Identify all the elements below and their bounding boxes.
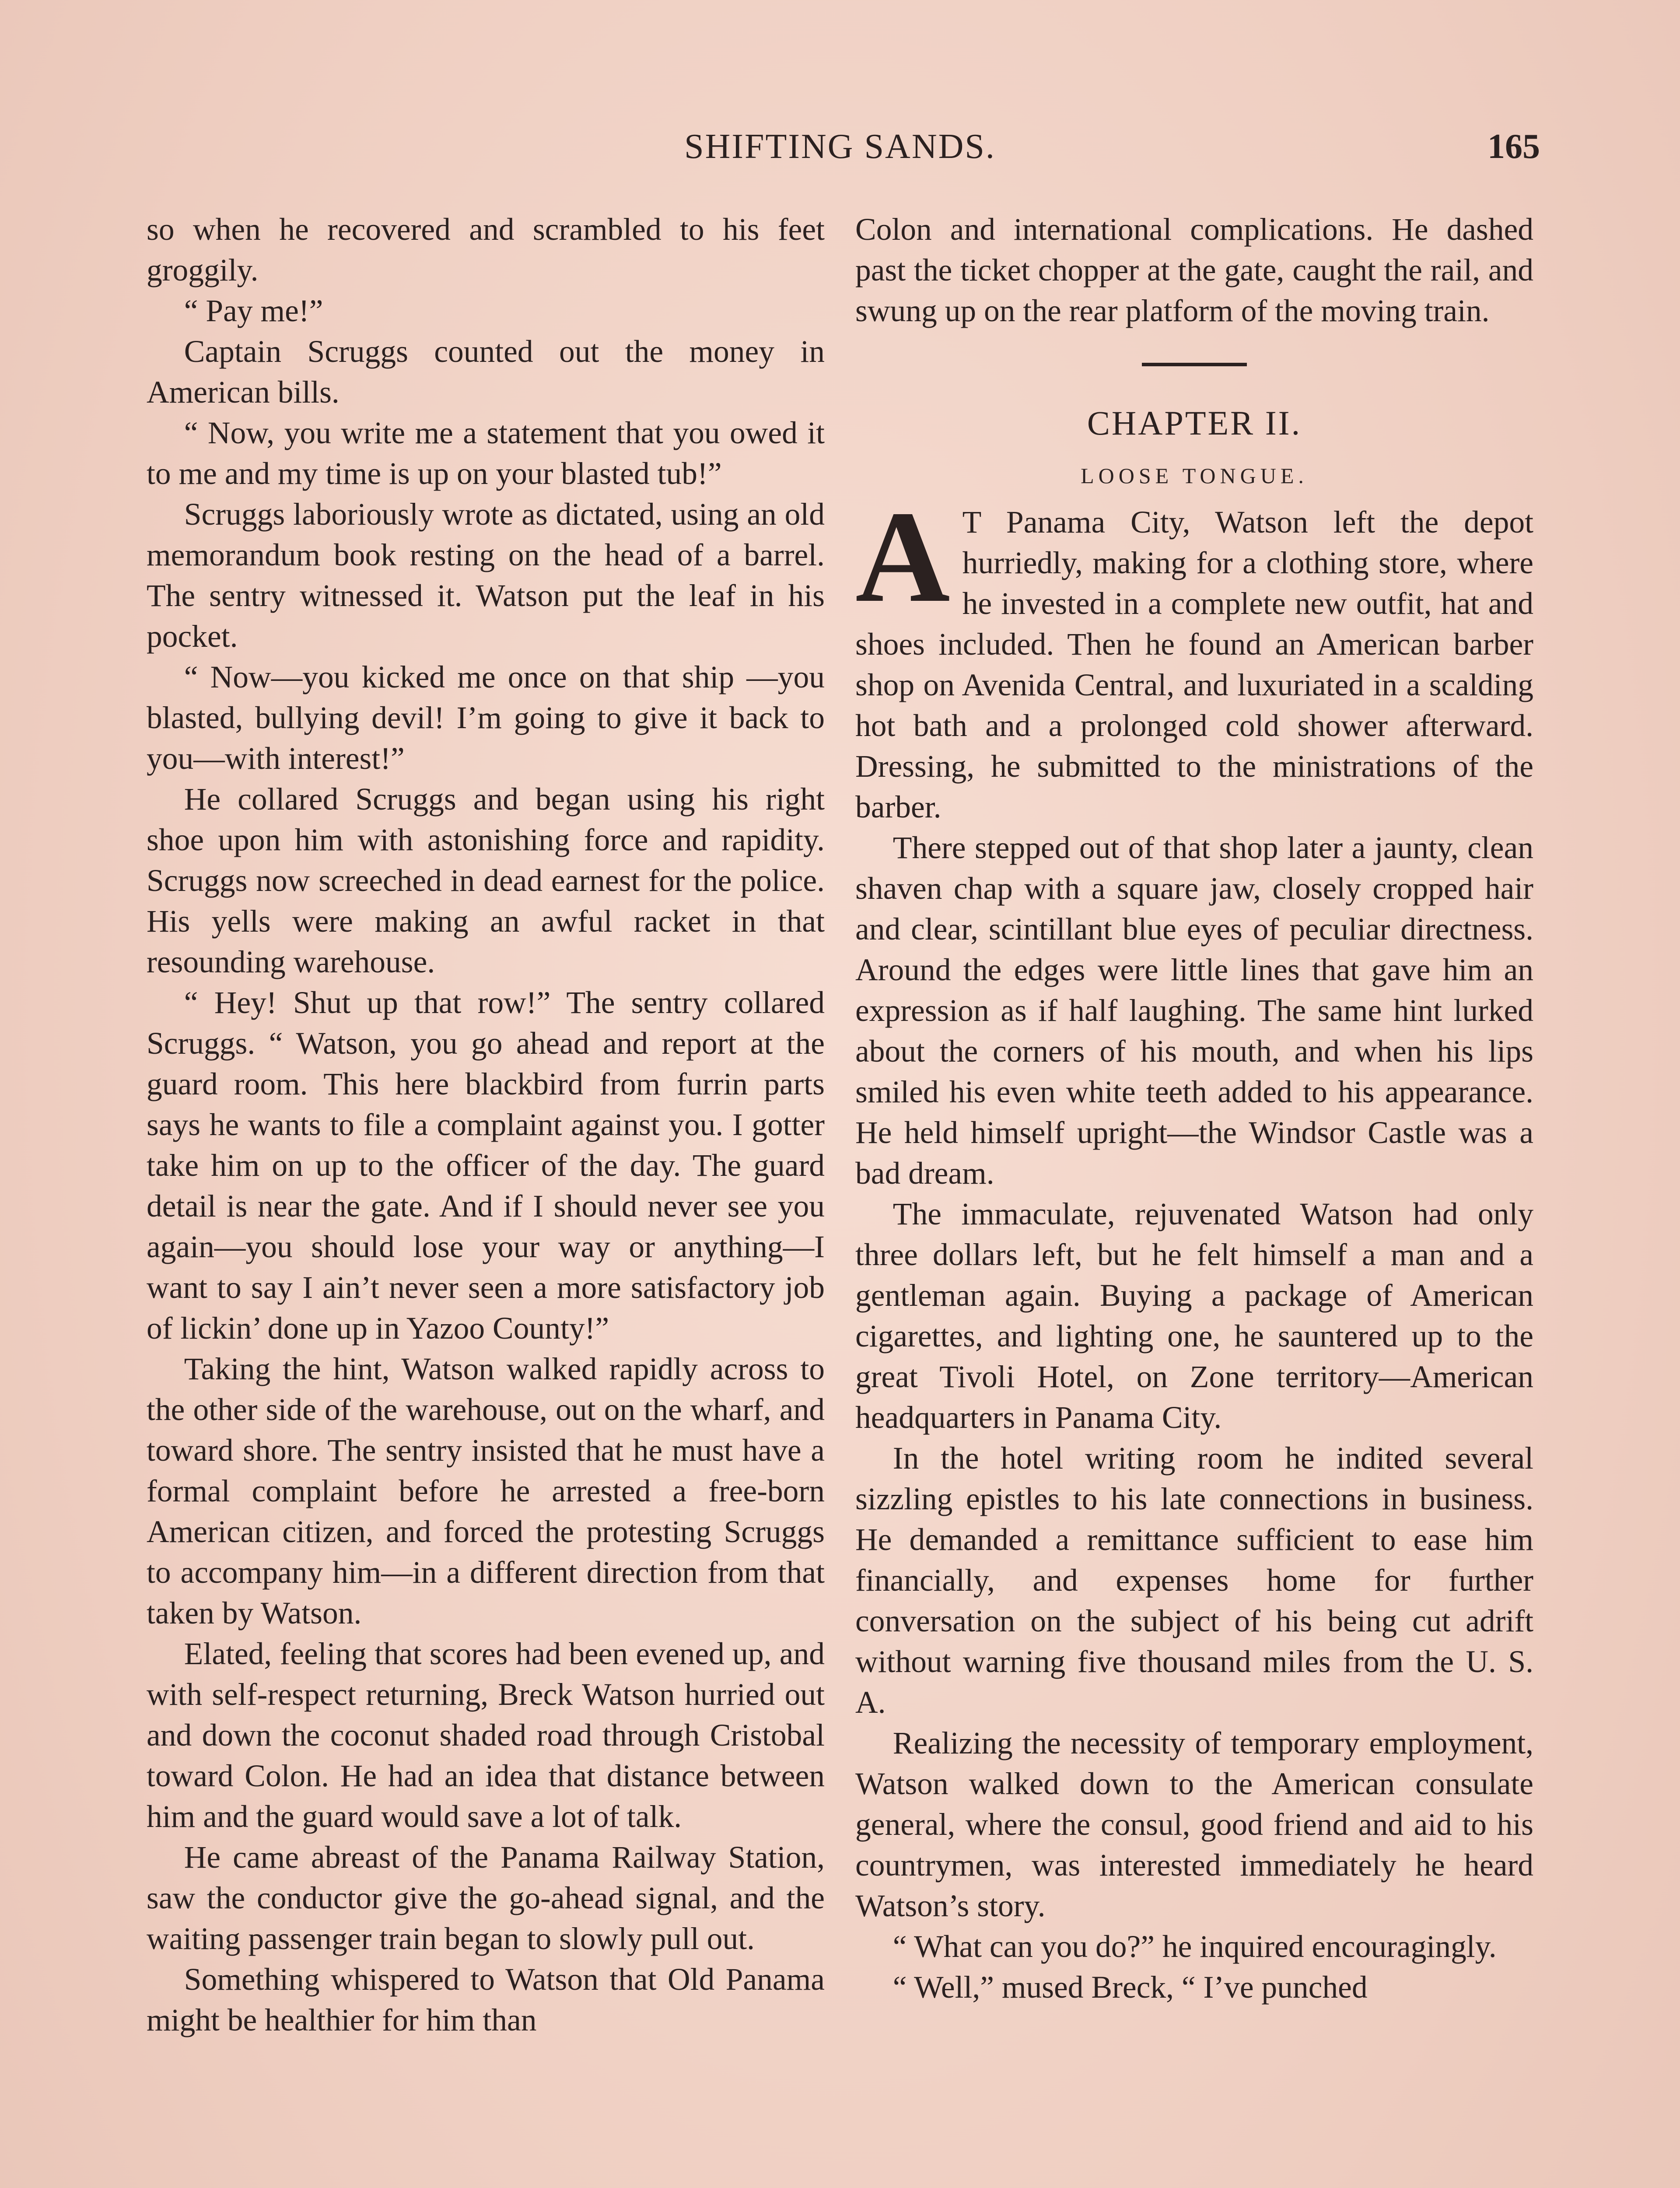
running-head: SHIFTING SANDS. [684, 127, 996, 166]
page-number: 165 [1488, 127, 1540, 166]
paragraph: Captain Scruggs counted out the money in American bills. [147, 334, 825, 410]
paragraph: so when he recovered and scrambled to his feet groggily. [147, 212, 825, 288]
paragraph: Colon and international complications. He dashed past the ticket chopper at the gate, caught the rail, and swung up on the rear platform of the moving train. [855, 212, 1533, 328]
chapter-divider [855, 331, 1533, 397]
left-column [147, 209, 825, 2041]
paragraph: There stepped out of that shop later a jaunty, clean shaven chap with a square jaw, closely cropped hair and clear, scintillant blue eyes of peculiar directness. Around the edges were little lines that gave him an expression as if half laughing. The same hint lurked about the corners of his mouth, and when his lips smiled his even white teeth added to his appearance. He held himself upright—the Windsor Castle was a bad dream. [855, 831, 1533, 1191]
divider-rule [1142, 363, 1247, 366]
paragraph: “ Now—you kicked me once on that ship —you blasted, bullying devil! I’m going to give it back to you—with interest!” [147, 660, 825, 776]
paragraph: Something whispered to Watson that Old Panama might be healthier for him than [147, 1962, 825, 2037]
paragraph: In the hotel writing room he indited several sizzling epistles to his late connections in business. He demanded a remittance sufficient to ease him financially, and expenses home for further conversation on the subject of his being cut adrift without warning five thousand miles from the U. S. A. [855, 1441, 1533, 1720]
paragraph: “ Well,” mused Breck, “ I’ve punched [892, 1970, 1368, 2005]
drop-cap: A [855, 484, 950, 629]
paragraph: Taking the hint, Watson walked rapidly across to the other side of the warehouse, out on the wharf, and toward shore. The sentry insisted that he must have a formal complaint before he arrested a free-born American citizen, and forced the protesting Scruggs to accompany him—in a different direction from that taken by Watson. [147, 1352, 825, 1630]
paragraph: Elated, feeling that scores had been evened up, and with self-respect returning, Breck Watson hurried out and down the coconut shaded road through Cristobal toward Colon. He had an idea that distance between him and the guard would save a lot of talk. [147, 1637, 825, 1834]
paragraph: “ Pay me!” [184, 294, 323, 328]
paragraph: “ Hey! Shut up that row!” The sentry collared Scruggs. “ Watson, you go ahead and report at the guard room. This here blackbird from furrin parts says he wants to file a complaint against you. I gotter take him on up to the officer of the day. The guard detail is near the gate. And if I should never see you again—you should lose your way or anything—I want to say I ain’t never seen a more satisfactory job of lickin’ done up in Yazoo County!” [147, 985, 825, 1346]
paragraph: He collared Scruggs and began using his right shoe upon him with astonishing force and rapidity. Scruggs now screeched in dead earnest for the police. His yells were making an awful racket in that resounding warehouse. [147, 782, 825, 979]
paragraph: “ Now, you write me a statement that you owed it to me and my time is up on your blasted tub!” [147, 416, 825, 491]
opening-text: T Panama City, Watson left the depot hurriedly, making for a clothing store, where he invested in a complete new outfit, hat and shoes included. Then he found an American barber shop on Avenida Central, and luxuriated in a scalding hot bath and a prolonged cold shower afterward. Dressing, he submitted to the ministrations of the barber. [855, 505, 1533, 824]
paragraph: Scruggs laboriously wrote as dictated, using an old memorandum book resting on the head of a barrel. The sentry witnessed it. Watson put the leaf in his pocket. [147, 497, 825, 654]
chapter-opening-paragraph [855, 484, 1533, 828]
paragraph: “ What can you do?” he inquired encouragingly. [892, 1929, 1497, 1964]
chapter-title: CHAPTER II. [1087, 404, 1302, 442]
chapter-subtitle: LOOSE TONGUE. [1081, 463, 1308, 488]
paragraph: He came abreast of the Panama Railway Station, saw the conductor give the go-ahead signal, and the waiting passenger train began to slowly pull out. [147, 1840, 825, 1956]
paragraph: Realizing the necessity of temporary employment, Watson walked down to the American consulate general, where the consul, good friend and aid to his countrymen, was interested immediately he heard Watson’s story. [855, 1726, 1533, 1923]
paragraph: The immaculate, rejuvenated Watson had only three dollars left, but he felt himself a man and a gentleman again. Buying a package of American cigarettes, and lighting one, he sauntered up to the great Tivoli Hotel, on Zone territory—American headquarters in Panama City. [855, 1197, 1533, 1435]
right-column [855, 209, 1533, 2008]
